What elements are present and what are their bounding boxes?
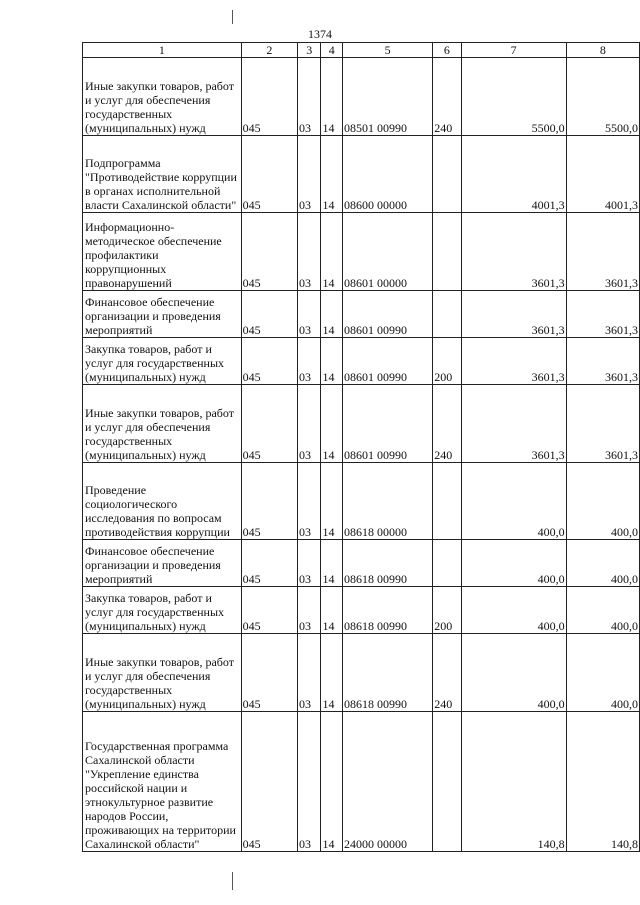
amount-col7: 400,0 [461, 540, 566, 587]
amount-col7: 3601,3 [461, 338, 566, 385]
subsection-code: 14 [321, 58, 343, 136]
ministry-code: 045 [241, 136, 297, 213]
expense-type-code [433, 291, 461, 338]
table-row [83, 385, 640, 463]
table-row [83, 540, 640, 587]
column-header: 8 [566, 43, 639, 58]
amount-col7: 5500,0 [461, 58, 566, 136]
section-code: 03 [298, 338, 321, 385]
ministry-code: 045 [241, 634, 297, 712]
subsection-code: 14 [321, 213, 343, 291]
target-article-code: 08601 00990 [342, 385, 432, 463]
table-row [83, 213, 640, 291]
expense-type-code: 200 [433, 587, 461, 634]
table-row [83, 634, 640, 712]
page-number: 1374 [308, 27, 332, 41]
row-name: Государственная программа Сахалинской области "Укрепление единства российской нации и этнокультурное развитие народов России, проживающих на территории Сахалинской области" [83, 712, 242, 852]
section-code: 03 [298, 712, 321, 852]
target-article-code: 08618 00990 [342, 634, 432, 712]
expense-type-code: 200 [433, 338, 461, 385]
column-header: 3 [298, 43, 321, 58]
subsection-code: 14 [321, 385, 343, 463]
amount-col7: 400,0 [461, 463, 566, 540]
amount-col7: 400,0 [461, 587, 566, 634]
column-header: 5 [342, 43, 432, 58]
table-row [83, 587, 640, 634]
row-name: Закупка товаров, работ и услуг для государственных (муниципальных) нужд [83, 338, 242, 385]
expense-type-code [433, 213, 461, 291]
table-row [83, 338, 640, 385]
section-code: 03 [298, 58, 321, 136]
row-name: Иные закупки товаров, работ и услуг для обеспечения государственных (муниципальных) нужд [83, 58, 242, 136]
ministry-code: 045 [241, 463, 297, 540]
amount-col7: 140,8 [461, 712, 566, 852]
ministry-code: 045 [241, 385, 297, 463]
amount-col7: 3601,3 [461, 385, 566, 463]
table-row [83, 136, 640, 213]
column-header: 7 [461, 43, 566, 58]
subsection-code: 14 [321, 712, 343, 852]
target-article-code: 08618 00990 [342, 540, 432, 587]
amount-col8: 5500,0 [566, 58, 639, 136]
budget-table [82, 42, 640, 852]
expense-type-code: 240 [433, 385, 461, 463]
ministry-code: 045 [241, 213, 297, 291]
ministry-code: 045 [241, 587, 297, 634]
subsection-code: 14 [321, 338, 343, 385]
table-body [83, 58, 640, 852]
amount-col7: 3601,3 [461, 291, 566, 338]
scan-mark-top [232, 10, 233, 24]
amount-col8: 3601,3 [566, 385, 639, 463]
amount-col7: 4001,3 [461, 136, 566, 213]
row-name: Подпрограмма "Противодействие коррупции в органах исполнительной власти Сахалинской области" [83, 136, 242, 213]
column-header: 2 [241, 43, 297, 58]
row-name: Информационно-методическое обеспечение профилактики коррупционных правонарушений [83, 213, 242, 291]
amount-col7: 400,0 [461, 634, 566, 712]
row-name: Иные закупки товаров, работ и услуг для обеспечения государственных (муниципальных) нужд [83, 385, 242, 463]
subsection-code: 14 [321, 634, 343, 712]
ministry-code: 045 [241, 540, 297, 587]
expense-type-code [433, 712, 461, 852]
expense-type-code [433, 136, 461, 213]
amount-col8: 3601,3 [566, 291, 639, 338]
ministry-code: 045 [241, 291, 297, 338]
scan-mark-bottom [232, 872, 233, 890]
column-header: 6 [433, 43, 461, 58]
table-row [83, 291, 640, 338]
amount-col8: 3601,3 [566, 338, 639, 385]
section-code: 03 [298, 587, 321, 634]
header-row [83, 43, 640, 58]
row-name: Иные закупки товаров, работ и услуг для обеспечения государственных (муниципальных) нужд [83, 634, 242, 712]
ministry-code: 045 [241, 712, 297, 852]
target-article-code: 08600 00000 [342, 136, 432, 213]
ministry-code: 045 [241, 58, 297, 136]
table-row [83, 463, 640, 540]
row-name: Финансовое обеспечение организации и проведения мероприятий [83, 291, 242, 338]
expense-type-code: 240 [433, 634, 461, 712]
section-code: 03 [298, 540, 321, 587]
row-name: Финансовое обеспечение организации и проведения мероприятий [83, 540, 242, 587]
amount-col8: 400,0 [566, 540, 639, 587]
row-name: Проведение социологического исследования по вопросам противодействия коррупции [83, 463, 242, 540]
ministry-code: 045 [241, 338, 297, 385]
amount-col8: 400,0 [566, 463, 639, 540]
amount-col8: 400,0 [566, 587, 639, 634]
subsection-code: 14 [321, 291, 343, 338]
section-code: 03 [298, 385, 321, 463]
amount-col7: 3601,3 [461, 213, 566, 291]
subsection-code: 14 [321, 587, 343, 634]
section-code: 03 [298, 463, 321, 540]
subsection-code: 14 [321, 540, 343, 587]
expense-type-code: 240 [433, 58, 461, 136]
amount-col8: 140,8 [566, 712, 639, 852]
target-article-code: 08618 00000 [342, 463, 432, 540]
amount-col8: 4001,3 [566, 136, 639, 213]
table-row [83, 58, 640, 136]
target-article-code: 08601 00990 [342, 291, 432, 338]
target-article-code: 24000 00000 [342, 712, 432, 852]
target-article-code: 08618 00990 [342, 587, 432, 634]
subsection-code: 14 [321, 463, 343, 540]
column-header: 1 [83, 43, 242, 58]
section-code: 03 [298, 213, 321, 291]
target-article-code: 08601 00990 [342, 338, 432, 385]
target-article-code: 08601 00000 [342, 213, 432, 291]
table-row [83, 712, 640, 852]
amount-col8: 3601,3 [566, 213, 639, 291]
section-code: 03 [298, 136, 321, 213]
amount-col8: 400,0 [566, 634, 639, 712]
row-name: Закупка товаров, работ и услуг для государственных (муниципальных) нужд [83, 587, 242, 634]
subsection-code: 14 [321, 136, 343, 213]
section-code: 03 [298, 291, 321, 338]
expense-type-code [433, 540, 461, 587]
target-article-code: 08501 00990 [342, 58, 432, 136]
expense-type-code [433, 463, 461, 540]
section-code: 03 [298, 634, 321, 712]
column-header: 4 [321, 43, 343, 58]
